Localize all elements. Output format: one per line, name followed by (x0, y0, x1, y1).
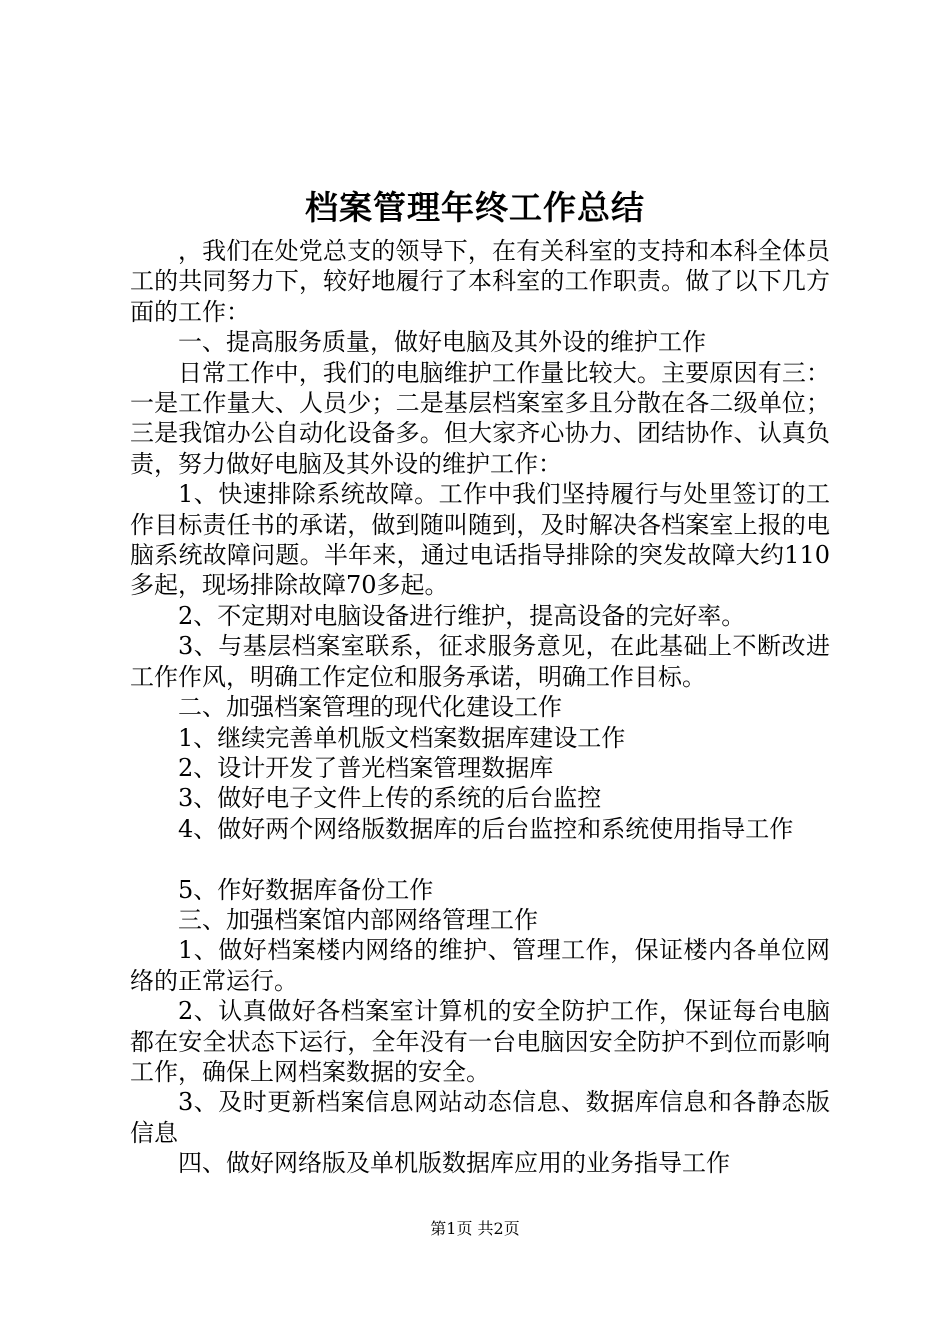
heading-section-3: 三、加强档案馆内部网络管理工作 (178, 905, 538, 934)
paragraph-item-2-5: 5、作好数据库备份工作 (178, 875, 434, 904)
document-body (130, 236, 830, 1179)
heading-section-1: 一、提高服务质量，做好电脑及其外设的维护工作 (178, 328, 706, 357)
paragraph-item-1-2: 2、不定期对电脑设备进行维护，提高设备的完好率。 (178, 601, 746, 630)
paragraph-intro: ，我们在处党总支的领导下，在有关科室的支持和本科全体员工的共同努力下，较好地履行了本科室的工作职责。做了以下几方面的工作： (130, 237, 830, 326)
paragraph-item-3-3: 3、及时更新档案信息网站动态信息、数据库信息和各静态版信息 (130, 1088, 830, 1147)
paragraph-item-2-3: 3、做好电子文件上传的系统的后台监控 (178, 784, 602, 813)
blank-line (130, 844, 830, 874)
paragraph-item-1-1: 1、快速排除系统故障。工作中我们坚持履行与处里签订的工作目标责任书的承诺，做到随叫随到，及时解决各档案室上报的电脑系统故障问题。半年来，通过电话指导排除的突发故障大约110多起，现场排除故障70多起。 (130, 480, 830, 600)
paragraph-item-1-3: 3、与基层档案室联系，征求服务意见，在此基础上不断改进工作作风，明确工作定位和服务承诺，明确工作目标。 (130, 632, 830, 691)
heading-section-4: 四、做好网络版及单机版数据库应用的业务指导工作 (178, 1149, 730, 1178)
page-footer: 第1页 共2页 (430, 1219, 520, 1238)
heading-section-2: 二、加强档案管理的现代化建设工作 (178, 693, 562, 722)
paragraph-item-2-4: 4、做好两个网络版数据库的后台监控和系统使用指导工作 (178, 814, 794, 843)
paragraph-item-2-1: 1、继续完善单机版文档案数据库建设工作 (178, 723, 626, 752)
document-title: 档案管理年终工作总结 (305, 188, 645, 227)
paragraph-item-3-2: 2、认真做好各档案室计算机的安全防护工作，保证每台电脑都在安全状态下运行，全年没有一台电脑因安全防护不到位而影响工作，确保上网档案数据的安全。 (130, 997, 830, 1086)
paragraph-daily-work: 日常工作中，我们的电脑维护工作量比较大。主要原因有三：一是工作量大、人员少；二是基层档案室多且分散在各二级单位；三是我馆办公自动化设备多。但大家齐心协力、团结协作、认真负责，努力做好电脑及其外设的维护工作： (130, 358, 830, 478)
paragraph-item-2-2: 2、设计开发了普光档案管理数据库 (178, 753, 554, 782)
paragraph-item-3-1: 1、做好档案楼内网络的维护、管理工作，保证楼内各单位网络的正常运行。 (130, 936, 830, 995)
